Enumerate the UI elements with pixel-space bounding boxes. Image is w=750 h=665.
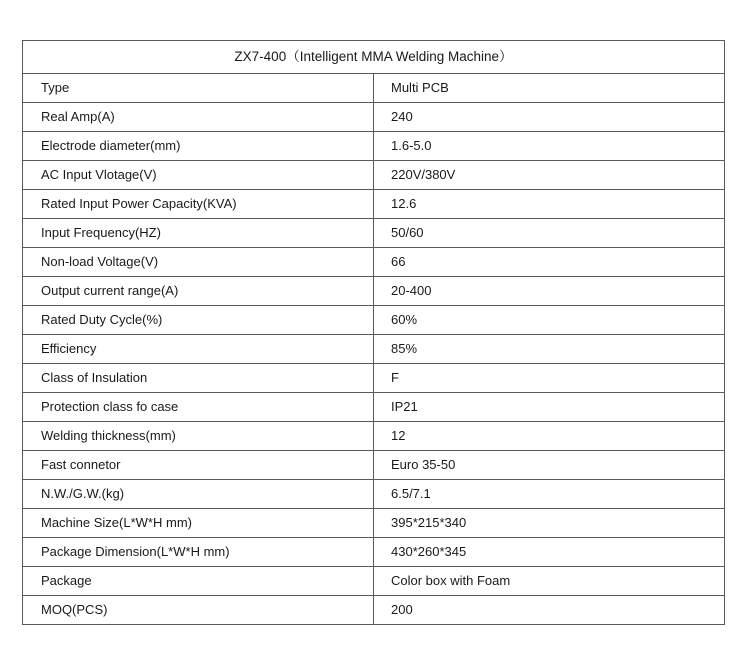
- spec-label: Machine Size(L*W*H mm): [23, 509, 374, 538]
- spec-value: 220V/380V: [374, 161, 725, 190]
- spec-value: 1.6-5.0: [374, 132, 725, 161]
- spec-table: [22, 40, 725, 625]
- spec-value: F: [374, 364, 725, 393]
- spec-label: Package: [23, 567, 374, 596]
- spec-value: Color box with Foam: [374, 567, 725, 596]
- table-row-18: [23, 567, 725, 596]
- spec-value: 200: [374, 596, 725, 625]
- table-row-15: [23, 480, 725, 509]
- spec-value: 20-400: [374, 277, 725, 306]
- spec-label: N.W./G.W.(kg): [23, 480, 374, 509]
- spec-value: 50/60: [374, 219, 725, 248]
- spec-value: 430*260*345: [374, 538, 725, 567]
- table-row-19: [23, 596, 725, 625]
- spec-label: Welding thickness(mm): [23, 422, 374, 451]
- spec-table-body: [23, 41, 725, 625]
- table-row-2: [23, 103, 725, 132]
- table-row-9: [23, 306, 725, 335]
- spec-value: 12: [374, 422, 725, 451]
- table-row-4: [23, 161, 725, 190]
- spec-value: 60%: [374, 306, 725, 335]
- spec-value: 6.5/7.1: [374, 480, 725, 509]
- spec-label: Electrode diameter(mm): [23, 132, 374, 161]
- spec-label: Rated Duty Cycle(%): [23, 306, 374, 335]
- spec-label: Type: [23, 74, 374, 103]
- table-row-14: [23, 451, 725, 480]
- spec-label: Efficiency: [23, 335, 374, 364]
- table-row-3: [23, 132, 725, 161]
- spec-label: Fast connetor: [23, 451, 374, 480]
- spec-value: 85%: [374, 335, 725, 364]
- spec-label: Input Frequency(HZ): [23, 219, 374, 248]
- table-row-10: [23, 335, 725, 364]
- table-row-8: [23, 277, 725, 306]
- spec-label: Class of Insulation: [23, 364, 374, 393]
- spec-label: Output current range(A): [23, 277, 374, 306]
- spec-label: AC Input Vlotage(V): [23, 161, 374, 190]
- table-row-1: [23, 74, 725, 103]
- spec-value: IP21: [374, 393, 725, 422]
- spec-value: 66: [374, 248, 725, 277]
- table-row-6: [23, 219, 725, 248]
- spec-label: Protection class fo case: [23, 393, 374, 422]
- table-row-5: [23, 190, 725, 219]
- spec-value: Multi PCB: [374, 74, 725, 103]
- spec-value: Euro 35-50: [374, 451, 725, 480]
- table-row-13: [23, 422, 725, 451]
- table-row-7: [23, 248, 725, 277]
- title-row: [23, 41, 725, 74]
- table-row-12: [23, 393, 725, 422]
- table-row-16: [23, 509, 725, 538]
- spec-label: Rated Input Power Capacity(KVA): [23, 190, 374, 219]
- table-row-11: [23, 364, 725, 393]
- spec-value: 12.6: [374, 190, 725, 219]
- spec-label: Real Amp(A): [23, 103, 374, 132]
- spec-label: Package Dimension(L*W*H mm): [23, 538, 374, 567]
- spec-value: 395*215*340: [374, 509, 725, 538]
- table-row-17: [23, 538, 725, 567]
- spec-label: MOQ(PCS): [23, 596, 374, 625]
- spec-label: Non-load Voltage(V): [23, 248, 374, 277]
- table-title: ZX7-400（Intelligent MMA Welding Machine）: [23, 41, 725, 74]
- spec-value: 240: [374, 103, 725, 132]
